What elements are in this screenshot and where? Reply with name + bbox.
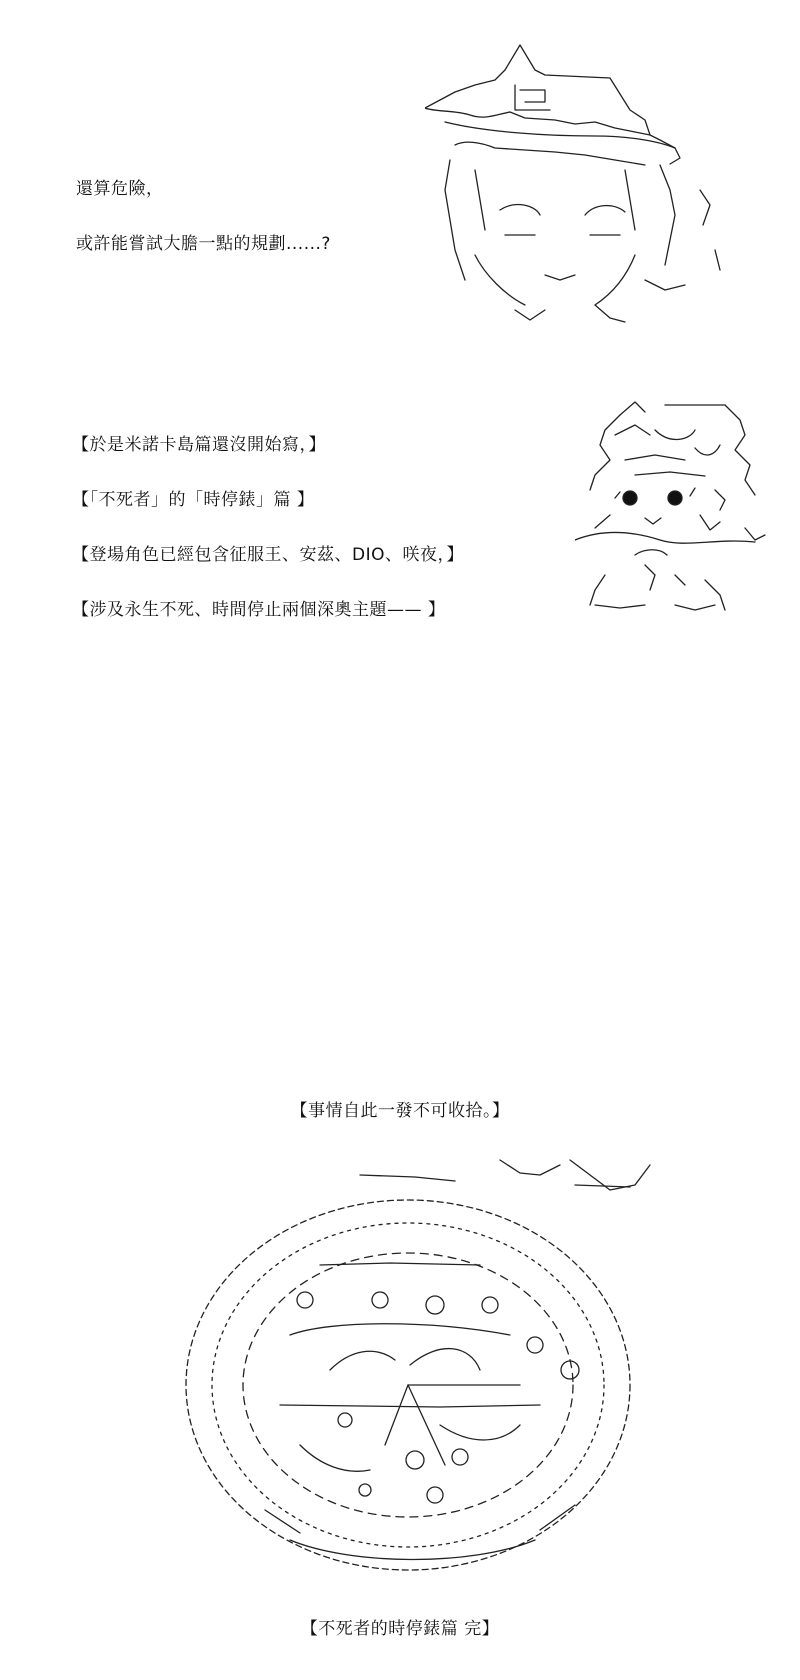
ascii-art-witch-hat-character	[425, 40, 745, 330]
narration-line-1: 【於是米諾卡島篇還沒開始寫，】	[72, 435, 326, 455]
dialogue-line-2: 或許能嘗試大膽一點的規劃......?	[76, 234, 331, 254]
narration-line-3: 【登場角色已經包含征服王、安茲、DIO、咲夜，】	[72, 545, 464, 565]
ascii-art-small-character	[575, 400, 775, 620]
narration-line-2: 【「不死者」的「時停錶」篇 】	[72, 490, 315, 510]
caption: 【事情自此一發不可收拾。】	[290, 1101, 510, 1121]
ending-caption: 【不死者的時停錶篇 完】	[300, 1619, 500, 1639]
dialogue-line-1: 還算危險，	[76, 179, 164, 199]
narration-line-4: 【涉及永生不死、時間停止兩個深奧主題—— 】	[72, 600, 446, 620]
ascii-art-stopwatch-clock	[180, 1145, 680, 1585]
